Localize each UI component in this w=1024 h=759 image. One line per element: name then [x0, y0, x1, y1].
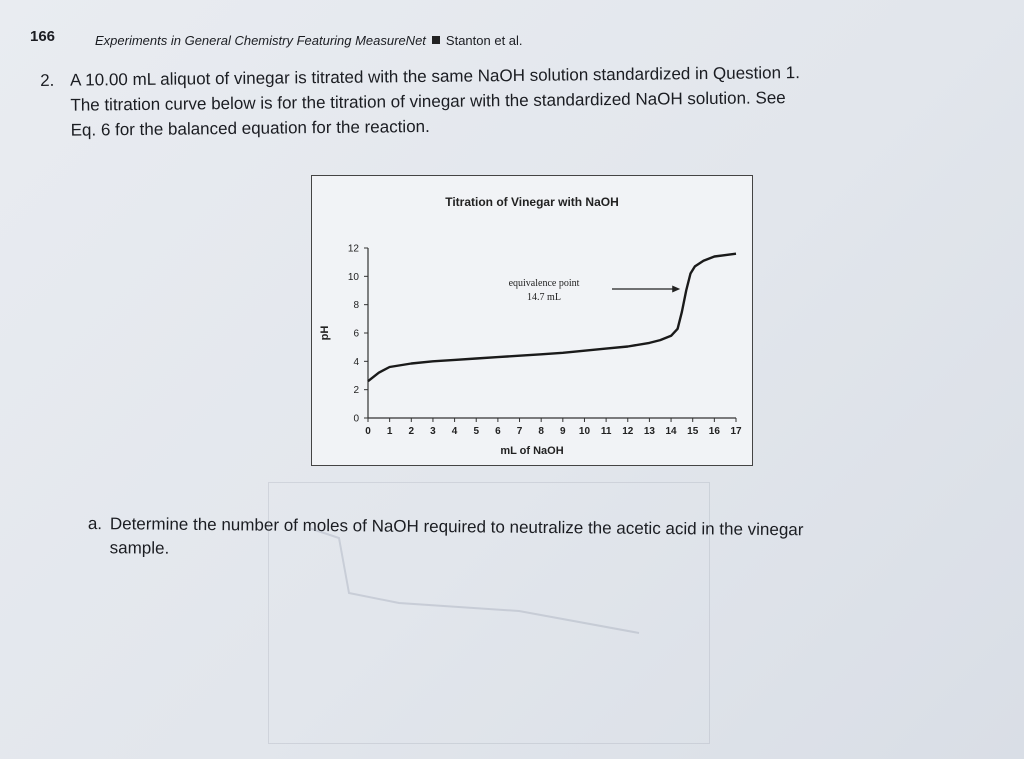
y-tick-label: 10: [347, 271, 359, 283]
question-number: 2.: [40, 70, 55, 90]
x-tick-label: 5: [473, 426, 480, 437]
x-tick-label: 4: [451, 426, 458, 437]
y-tick-label: 4: [353, 356, 359, 368]
question-line: Eq. 6 for the balanced equation for the reaction.: [70, 116, 430, 140]
y-tick-label: 8: [353, 300, 359, 312]
subquestion-line: sample.: [109, 538, 170, 558]
x-tick-label: 1: [386, 426, 393, 437]
titration-curve-line: [368, 254, 736, 382]
titration-chart: [311, 175, 753, 466]
separator-square-icon: [432, 36, 440, 44]
subquestion-line: Determine the number of moles of NaOH required to neutralize the acetic acid in the vinegar: [109, 514, 804, 540]
x-tick-label: 15: [687, 426, 699, 437]
show-through-figure: [268, 482, 710, 744]
question-line: The titration curve below is for the titration of vinegar with the standardized NaOH solution. See: [70, 88, 786, 115]
arrow-head-icon: [672, 286, 680, 293]
chart-title: Titration of Vinegar with NaOH: [445, 195, 619, 209]
x-axis-label: mL of NaOH: [500, 445, 564, 457]
x-tick-label: 8: [538, 426, 544, 437]
authors: Stanton et al.: [445, 33, 523, 48]
x-tick-label: 0: [365, 426, 371, 437]
x-tick-label: 3: [430, 426, 436, 437]
y-tick-label: 12: [347, 243, 359, 255]
show-through-curve: [269, 483, 709, 743]
x-tick-label: 7: [516, 426, 523, 437]
x-tick-label: 10: [578, 426, 591, 437]
x-tick-label: 17: [730, 426, 742, 437]
question-line: A 10.00 mL aliquot of vinegar is titrated with the same NaOH solution standardized in Question 1.: [70, 63, 801, 90]
x-tick-label: 16: [708, 426, 720, 437]
subquestion-letter: a.: [87, 513, 103, 534]
x-tick-label: 2: [408, 426, 415, 437]
question-text: [70, 59, 941, 143]
x-tick-label: 11: [600, 426, 612, 437]
running-title: [95, 33, 523, 48]
y-axis-label: pH: [319, 325, 331, 341]
page-header: [30, 28, 55, 46]
question-2: [40, 59, 940, 140]
x-tick-label: 14: [665, 426, 677, 437]
y-tick-label: 2: [353, 385, 359, 397]
page-number: 166: [30, 28, 56, 45]
x-tick-label: 6: [495, 426, 501, 437]
y-tick-label: 6: [353, 328, 359, 340]
x-tick-label: 9: [560, 426, 566, 437]
x-tick-label: 13: [643, 426, 655, 437]
book-title: Experiments in General Chemistry Featuring MeasureNet: [95, 33, 426, 48]
x-tick-label: 12: [622, 426, 634, 437]
annotation-equivalence-point: equivalence point: [508, 278, 580, 289]
chart-canvas: [312, 176, 752, 465]
annotation-volume: 14.7 mL: [527, 292, 561, 303]
y-tick-label: 0: [353, 413, 359, 425]
